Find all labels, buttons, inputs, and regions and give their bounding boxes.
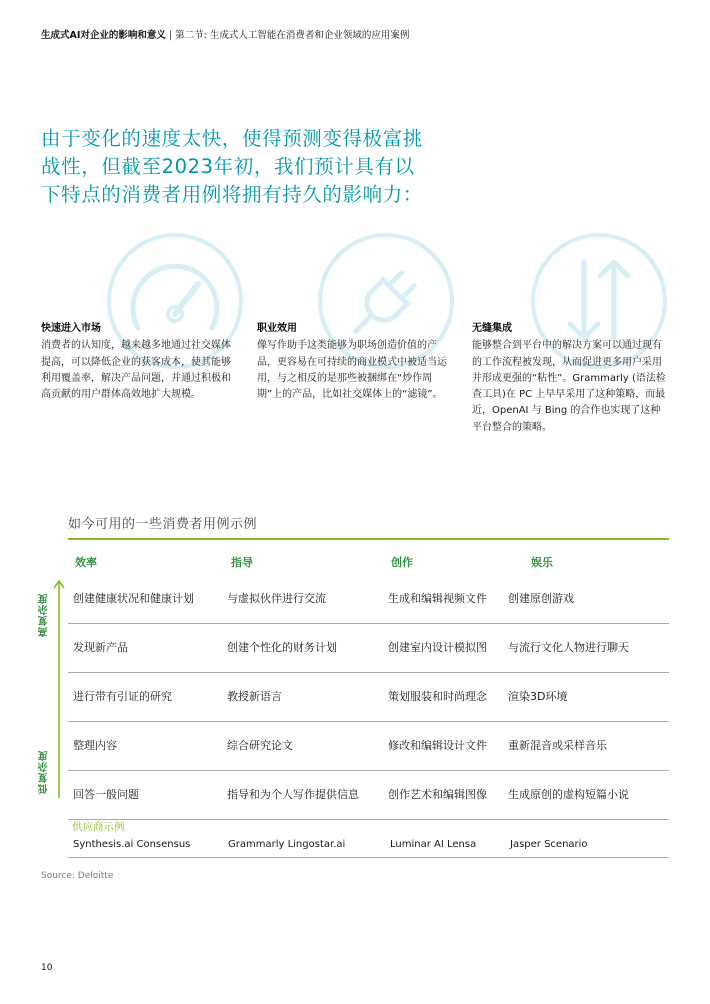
- table-cell: 综合研究论文: [227, 739, 293, 752]
- table-cell: 重新混音或采样音乐: [508, 739, 607, 752]
- axis-label-low-complexity: 低复杂度: [39, 750, 50, 794]
- table-cell: 生成原创的虚构短篇小说: [508, 788, 629, 801]
- feature-title: 无缝集成: [472, 323, 512, 334]
- table-row: [68, 722, 669, 771]
- feature-seamless-integration: [472, 321, 668, 436]
- table-cell: 创建健康状况和健康计划: [73, 592, 194, 605]
- table-cell: 教授新语言: [227, 690, 282, 703]
- feature-speed-to-market: [41, 321, 234, 403]
- page-headline: 由于变化的速度太快，使得预测变得极富挑战性，但截至2023年初，我们预计具有以下特点的消费者用例将拥有持久的影响力：: [41, 127, 423, 206]
- table-row: [68, 575, 669, 624]
- table-cell: 修改和编辑设计文件: [388, 739, 487, 752]
- header-separator: |: [165, 30, 176, 41]
- table-cell: 发现新产品: [73, 641, 128, 654]
- feature-body: 能够整合到平台中的解决方案可以通过现有的工作流程被发现，从而促进更多用户采用并形成更强的“粘性”。Grammarly (语法检查工具)在 PC 上早早采用了这种策略，而最近，OpenAI 与 Bing 的合作也实现了这种平台整合的策略。: [472, 340, 666, 433]
- feature-body: 消费者的认知度，越来越多地通过社交媒体提高，可以降低企业的获客成本，使其能够利用覆盖率，解决产品问题，并通过积极和高贡献的用户群体高效地扩大规模。: [41, 340, 231, 401]
- table-cell: 创建原创游戏: [508, 592, 574, 605]
- table-row: [68, 771, 669, 820]
- table-cell: 整理内容: [73, 739, 117, 752]
- vendor-list-creation: Luminar AI Lensa: [390, 839, 477, 850]
- table-cell: 创建个性化的财务计划: [227, 641, 337, 654]
- vendor-list-efficiency: Synthesis.ai Consensus: [73, 839, 191, 850]
- table-row: [68, 673, 669, 722]
- category-creation: 创作: [391, 556, 413, 569]
- table-title: 如今可用的一些消费者用例示例: [68, 517, 258, 532]
- table-top-rule: [68, 538, 669, 540]
- feature-body: 像写作助手这类能够为职场创造价值的产品，更容易在可持续的商业模式中被适当运用，与之相反的是那些被捆绑在“炒作周期”上的产品，比如社交媒体上的“滤镜”。: [257, 340, 447, 401]
- table-cell: 与虚拟伙伴进行交流: [227, 592, 326, 605]
- complexity-axis-arrow: [52, 578, 66, 800]
- vendor-list-guidance: Grammarly Lingostar.ai: [228, 839, 346, 850]
- table-cell: 与流行文化人物进行聊天: [508, 641, 629, 654]
- feature-title: 快速进入市场: [41, 323, 101, 334]
- vendor-examples-heading: 供应商示例: [72, 821, 125, 833]
- feature-professional-utility: [257, 321, 449, 403]
- table-cell: 指导和为个人写作提供信息: [227, 788, 359, 801]
- page-number: 10: [41, 963, 53, 973]
- running-header: [41, 27, 409, 41]
- category-efficiency: 效率: [75, 556, 97, 569]
- feature-title: 职业效用: [257, 323, 297, 334]
- table-cell: 进行带有引证的研究: [73, 690, 172, 703]
- header-subsection: 第二节: 生成式人工智能在消费者和企业领域的应用案例: [175, 30, 410, 41]
- vendor-list-entertainment: Jasper Scenario: [510, 839, 588, 850]
- table-cell: 策划服装和时尚理念: [388, 690, 487, 703]
- table-cell: 渲染3D环境: [508, 690, 568, 703]
- category-entertainment: 娱乐: [531, 556, 553, 569]
- table-cell: 回答一般问题: [73, 788, 139, 801]
- table-cell: 生成和编辑视频文件: [388, 592, 487, 605]
- category-guidance: 指导: [231, 556, 253, 569]
- table-row: [68, 624, 669, 673]
- header-section-title: 生成式AI对企业的影响和意义: [41, 30, 166, 41]
- table-cell: 创作艺术和编辑图像: [388, 788, 487, 801]
- table-cell: 创建室内设计模拟图: [388, 641, 487, 654]
- source-note: Source: Deloitte: [41, 871, 114, 881]
- axis-label-high-complexity: 高复杂度: [39, 593, 50, 637]
